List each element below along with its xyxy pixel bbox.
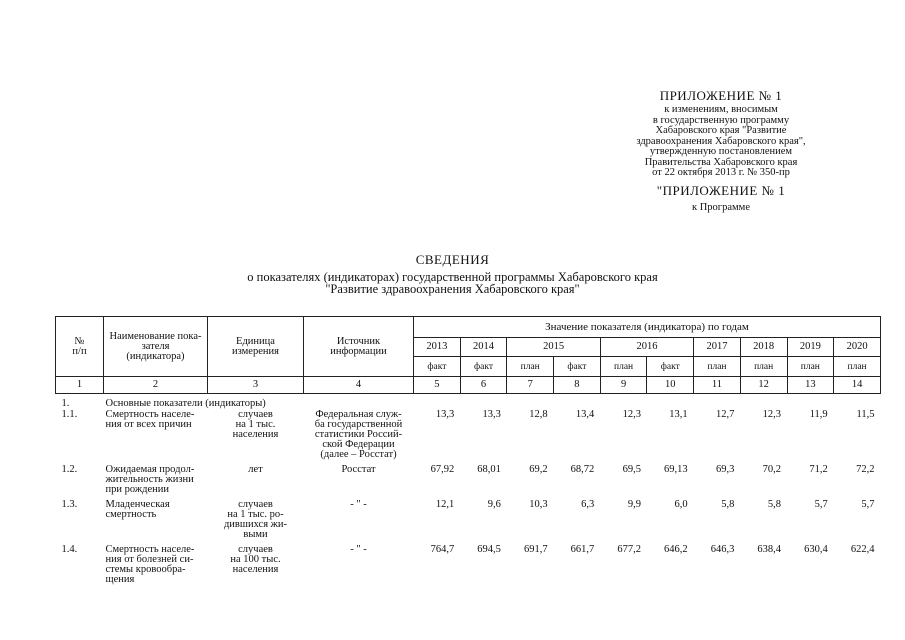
row-value: 13,4 xyxy=(575,409,595,420)
header-type: план xyxy=(694,357,741,377)
appendix-line: в государственную программу xyxy=(652,114,790,126)
header-col-number: 3 xyxy=(208,377,304,394)
header-col-number: 8 xyxy=(554,377,601,394)
row-value: 5,8 xyxy=(721,499,735,510)
row-value: 69,5 xyxy=(622,464,641,475)
appendix-line: утвержденную постановлением xyxy=(649,146,793,157)
header-col-number: 7 xyxy=(507,377,554,394)
row-name xyxy=(104,409,208,460)
appendix-lines xyxy=(601,105,841,179)
row-unit xyxy=(208,409,304,460)
row-name-line: при рождении xyxy=(105,484,169,495)
header-col-number: 10 xyxy=(647,377,694,394)
appendix-line: Хабаровского края "Развитие xyxy=(655,125,787,136)
row-value: 622,4 xyxy=(850,544,875,555)
table-row xyxy=(56,409,881,460)
section-row xyxy=(56,398,881,409)
row-num: 1.2. xyxy=(61,464,78,475)
row-name-line: ния от болезней си- xyxy=(105,554,194,565)
document-subtitle xyxy=(0,271,905,295)
header-col-number: 11 xyxy=(694,377,741,394)
row-value: 68,01 xyxy=(477,464,501,475)
header-year: 2013 xyxy=(414,338,461,357)
appendix-line: от 22 октября 2013 г. № 350-пр xyxy=(652,167,790,178)
header-col-number: 14 xyxy=(834,377,881,394)
table-header xyxy=(56,317,881,394)
header-type: факт xyxy=(460,357,507,377)
row-value: 646,2 xyxy=(664,544,688,555)
header-year: 2018 xyxy=(740,338,787,357)
header-col-number: 4 xyxy=(304,377,414,394)
section-label: Основные показатели (индикаторы) xyxy=(105,398,266,409)
header-type: план xyxy=(507,357,554,377)
row-unit xyxy=(208,499,304,540)
row-unit-line: выми xyxy=(243,529,268,540)
row-unit-line: лет xyxy=(248,464,263,475)
row-value: 638,4 xyxy=(757,544,781,555)
header-col-number: 2 xyxy=(104,377,208,394)
row-unit-line: дившихся жи- xyxy=(223,519,288,530)
row-unit-line: на 1 тыс. xyxy=(235,419,276,430)
row-value: 12,3 xyxy=(622,409,641,420)
table-body xyxy=(56,394,881,586)
appendix-line: к изменениям, вносимым xyxy=(664,104,778,115)
row-value: 646,3 xyxy=(710,544,735,555)
document-title: СВЕДЕНИЯ xyxy=(415,252,490,267)
header-name-line: зателя xyxy=(141,340,170,352)
table-row xyxy=(56,464,881,495)
row-source-line: статистики Россий- xyxy=(314,429,403,440)
appendix-title: ПРИЛОЖЕНИЕ № 1 xyxy=(659,88,783,103)
header-col-number: 6 xyxy=(460,377,507,394)
row-source-line: - " - xyxy=(350,544,367,555)
row-unit xyxy=(208,544,304,585)
header-year: 2016 xyxy=(600,338,693,357)
row-source xyxy=(304,499,414,540)
appendix-line: здравоохранения Хабаровского края", xyxy=(636,135,806,147)
table-row xyxy=(56,499,881,540)
row-value: 5,7 xyxy=(814,499,828,510)
header-source-line: Источник xyxy=(336,335,381,347)
row-value: 71,2 xyxy=(809,464,828,475)
row-value: 69,13 xyxy=(664,464,688,475)
row-value: 67,92 xyxy=(430,464,455,475)
row-source xyxy=(304,409,414,460)
header-source-line: информации xyxy=(330,345,387,357)
header-type: план xyxy=(834,357,881,377)
row-value: 12,3 xyxy=(762,409,781,420)
row-value: 10,3 xyxy=(529,499,548,510)
row-value: 9,6 xyxy=(487,499,501,510)
row-name xyxy=(104,499,208,540)
appendix-block xyxy=(601,88,841,215)
row-name xyxy=(104,544,208,585)
row-value: 11,5 xyxy=(856,409,875,420)
document-subtitle-line: о показателях (индикаторах) государственной программы Хабаровского края xyxy=(247,270,658,284)
row-value: 691,7 xyxy=(523,544,548,555)
header-num-line: № xyxy=(74,335,85,347)
row-value: 70,2 xyxy=(762,464,781,475)
row-value: 72,2 xyxy=(856,464,875,475)
row-value: 11,9 xyxy=(809,409,828,420)
row-name-line: Смертность населе- xyxy=(105,409,195,420)
header-col-number: 9 xyxy=(600,377,647,394)
header-num-line: п/п xyxy=(72,345,87,357)
row-value: 5,7 xyxy=(861,499,875,510)
row-value: 13,3 xyxy=(435,409,455,420)
header-source xyxy=(304,317,414,377)
indicators-table xyxy=(55,316,881,585)
row-source-line: ской Федерации xyxy=(322,439,395,450)
row-source xyxy=(304,544,414,585)
header-type: план xyxy=(600,357,647,377)
row-value: 5,8 xyxy=(767,499,781,510)
row-name-line: Ожидаемая продол- xyxy=(105,464,195,475)
row-value: 630,4 xyxy=(804,544,828,555)
row-value: 6,0 xyxy=(674,499,688,510)
row-source-line: - " - xyxy=(350,499,367,510)
header-type: факт xyxy=(647,357,694,377)
appendix-subtitle: к Программе xyxy=(692,201,750,213)
row-num: 1.1. xyxy=(61,409,78,420)
row-value: 68,72 xyxy=(570,464,595,475)
header-year: 2015 xyxy=(507,338,600,357)
row-name-line: щения xyxy=(105,574,135,585)
appendix-title-2: "ПРИЛОЖЕНИЕ № 1 xyxy=(656,182,786,198)
row-unit-line: населения xyxy=(232,429,279,440)
header-num xyxy=(56,317,104,377)
header-name-line: (индикатора) xyxy=(126,350,185,362)
row-value: 677,2 xyxy=(617,544,641,555)
header-year: 2014 xyxy=(460,338,507,357)
header-type: факт xyxy=(554,357,601,377)
header-unit-line: Единица xyxy=(236,335,275,347)
header-col-number: 12 xyxy=(740,377,787,394)
header-year: 2020 xyxy=(834,338,881,357)
row-unit-line: случаев xyxy=(238,499,273,510)
appendix-line: Правительства Хабаровского края xyxy=(644,156,798,168)
row-unit xyxy=(208,464,304,495)
row-name-line: смертность xyxy=(105,509,157,520)
row-source-line: Федеральная служ- xyxy=(315,409,402,420)
header-unit xyxy=(208,317,304,377)
row-source xyxy=(304,464,414,495)
row-name-line: жительность жизни xyxy=(105,474,194,485)
row-value: 12,8 xyxy=(529,409,548,420)
row-unit-line: населения xyxy=(232,564,279,575)
header-name xyxy=(104,317,208,377)
row-name xyxy=(104,464,208,495)
row-value: 694,5 xyxy=(477,544,501,555)
row-unit-line: на 100 тыс. xyxy=(230,554,281,565)
row-value: 69,3 xyxy=(715,464,735,475)
header-type: план xyxy=(740,357,787,377)
header-name-line: Наименование пока- xyxy=(109,330,202,342)
header-year: 2019 xyxy=(787,338,834,357)
row-unit-line: случаев xyxy=(238,544,273,555)
header-col-number: 5 xyxy=(414,377,461,394)
row-value: 9,9 xyxy=(627,499,641,510)
row-value: 13,3 xyxy=(482,409,501,420)
row-unit-line: случаев xyxy=(238,409,273,420)
row-value: 69,2 xyxy=(529,464,548,475)
row-value: 12,7 xyxy=(715,409,735,420)
row-num: 1.4. xyxy=(61,544,78,555)
row-name-line: стемы кровообра- xyxy=(105,564,186,575)
header-values-group: Значение показателя (индикатора) по годам xyxy=(414,317,881,338)
header-col-number: 13 xyxy=(787,377,834,394)
row-source-line: (далее – Росстат) xyxy=(320,449,397,460)
header-unit-line: измерения xyxy=(232,345,279,357)
header-type: план xyxy=(787,357,834,377)
section-num: 1. xyxy=(61,398,70,409)
row-value: 13,1 xyxy=(669,409,688,420)
row-unit-line: на 1 тыс. ро- xyxy=(227,509,284,520)
row-name-line: Младенческая xyxy=(105,499,170,510)
row-source-line: ба государственной xyxy=(314,419,403,430)
row-num: 1.3. xyxy=(61,499,78,510)
row-value: 6,3 xyxy=(581,499,595,510)
row-value: 661,7 xyxy=(570,544,595,555)
row-name-line: ния от всех причин xyxy=(105,419,192,430)
section-empty xyxy=(414,398,881,409)
row-name-line: Смертность населе- xyxy=(105,544,195,555)
header-year: 2017 xyxy=(694,338,741,357)
row-value: 764,7 xyxy=(430,544,455,555)
document-subtitle-line: "Развитие здравоохранения Хабаровского края" xyxy=(325,282,580,296)
header-type: факт xyxy=(414,357,461,377)
header-col-number: 1 xyxy=(56,377,104,394)
row-source-line: Росстат xyxy=(341,464,376,475)
table-row xyxy=(56,544,881,585)
row-value: 12,1 xyxy=(435,499,455,510)
